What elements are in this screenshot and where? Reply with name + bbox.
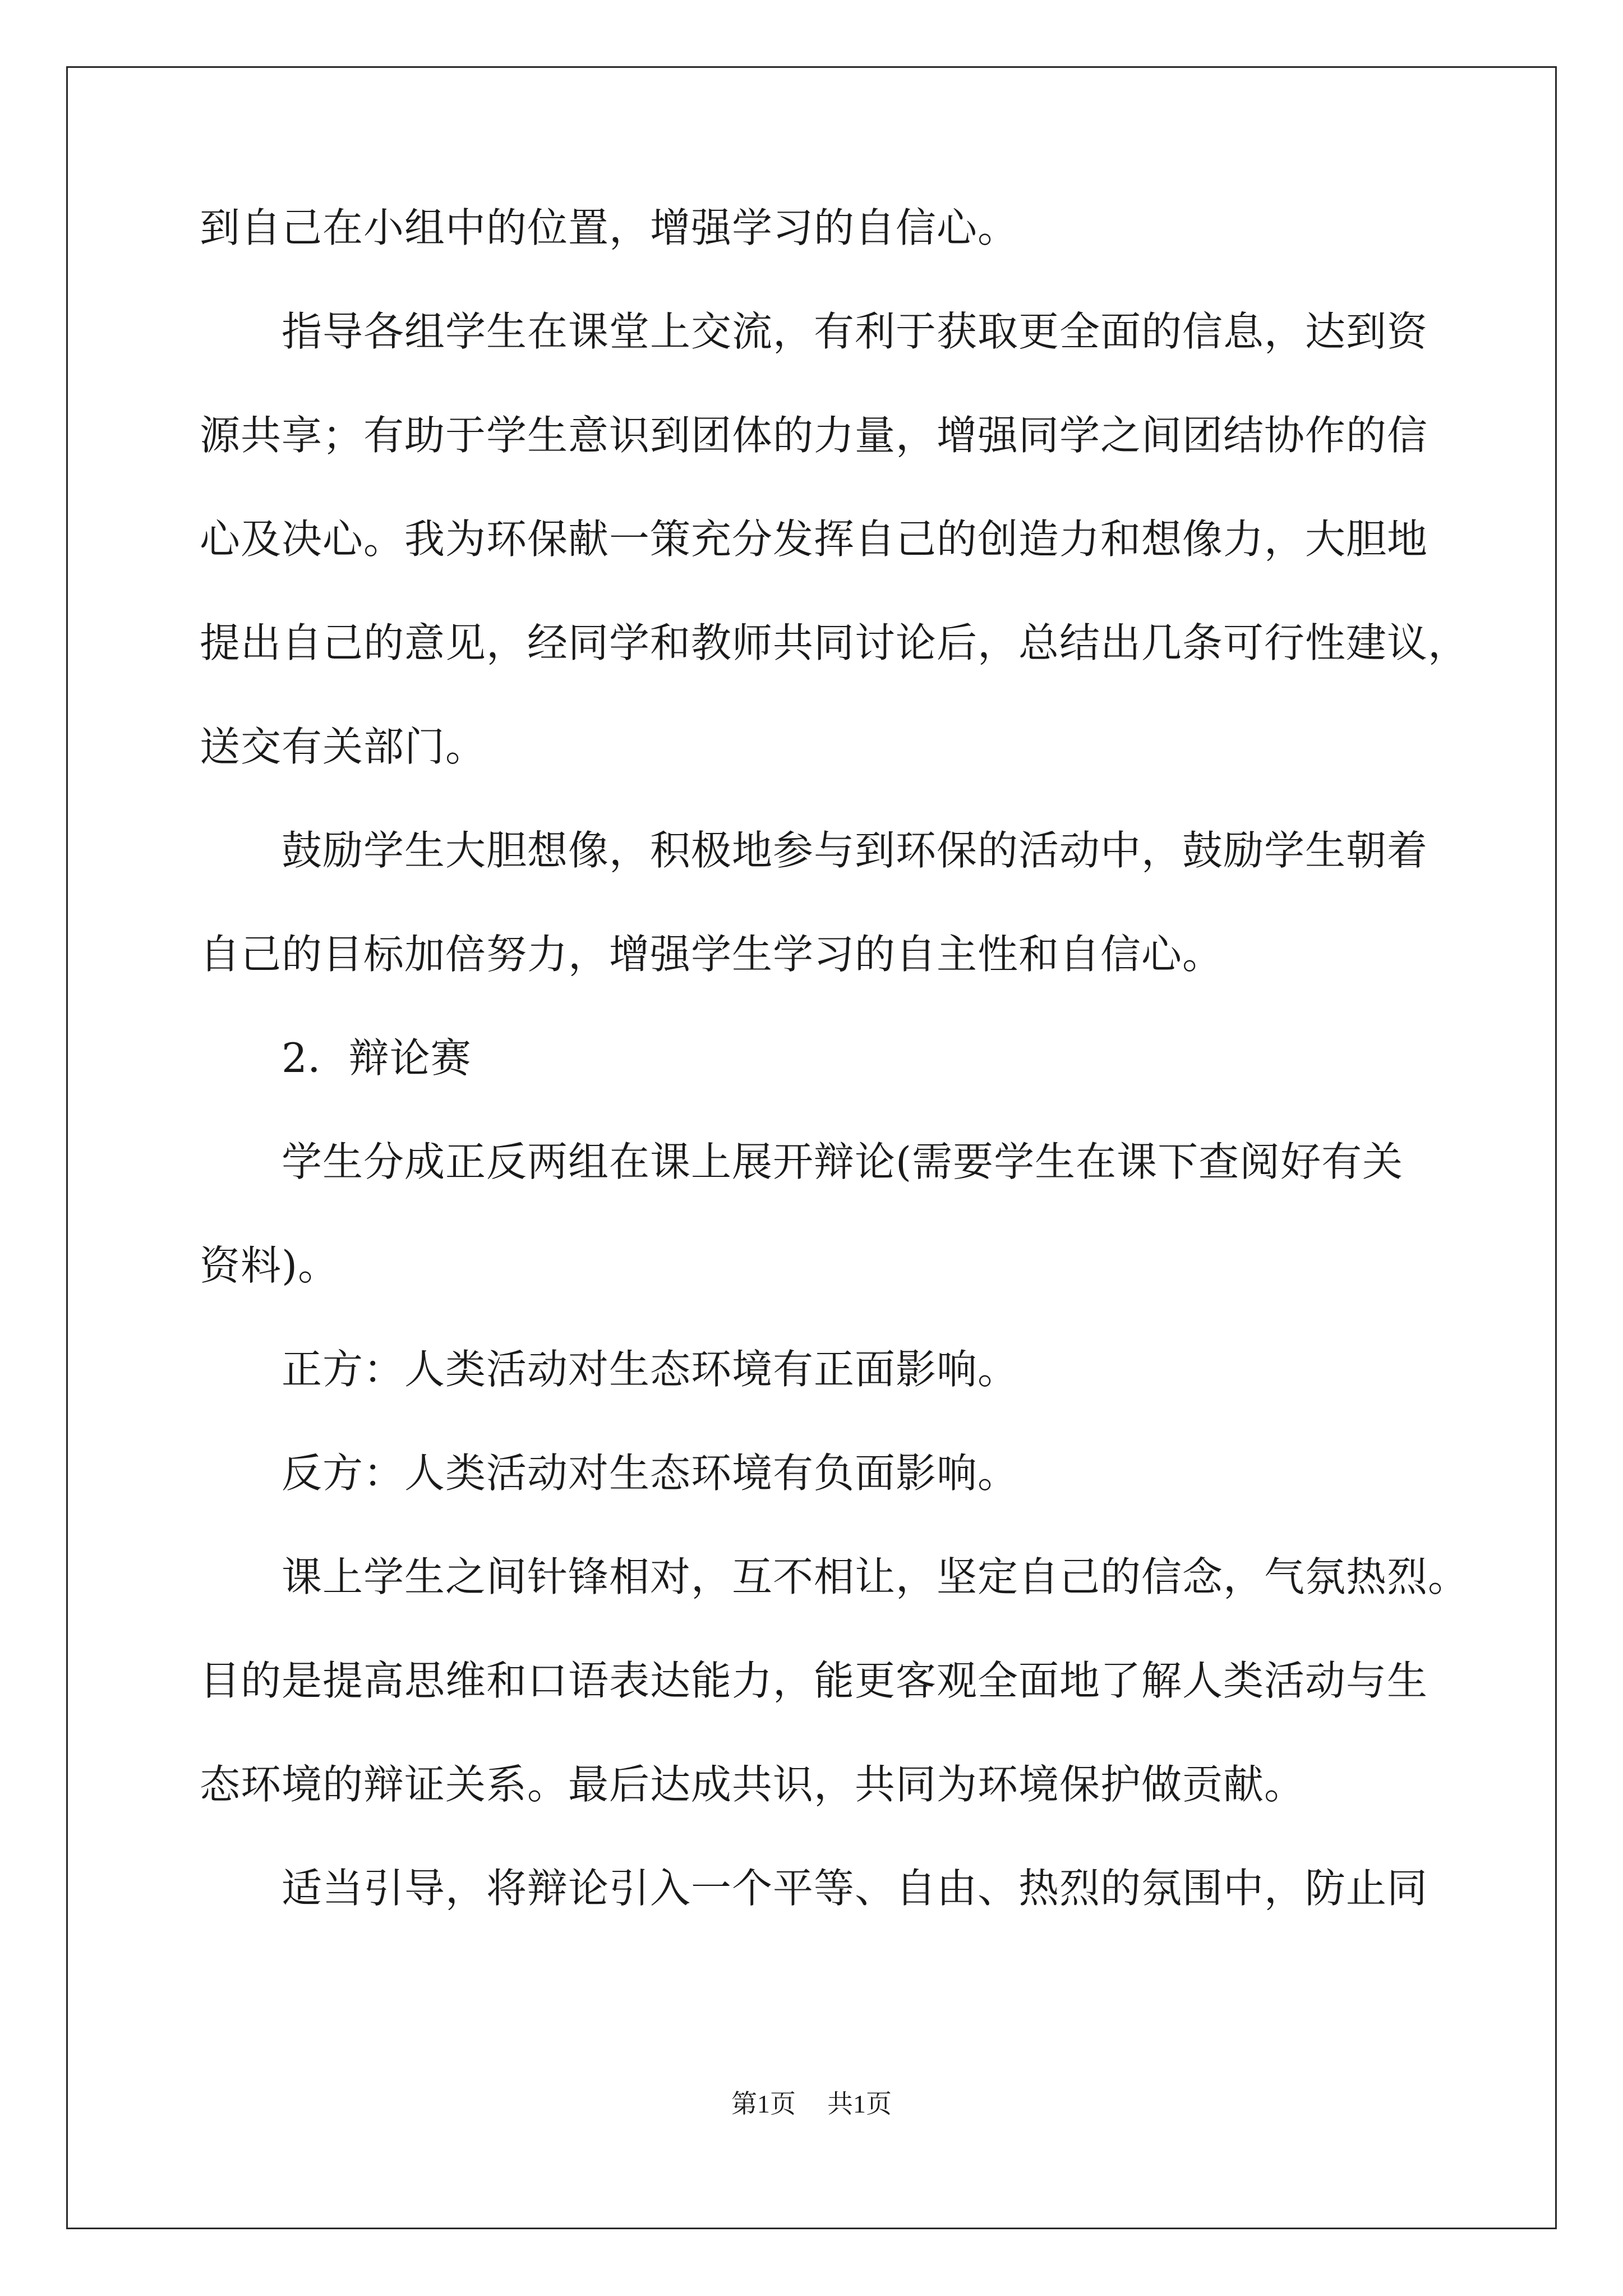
page-total: 共1页 bbox=[827, 2090, 892, 2118]
page-number: 第1页 bbox=[731, 2090, 796, 2118]
text-line: 提出自己的意见，经同学和教师共同讨论后，总结出几条可行性建议， bbox=[200, 619, 1469, 666]
section-heading: 2．辩论赛 bbox=[282, 1034, 472, 1082]
text-line: 反方：人类活动对生态环境有负面影响。 bbox=[282, 1450, 1019, 1497]
text-line: 自己的目标加倍努力，增强学生学习的自主性和自信心。 bbox=[200, 931, 1224, 978]
text-line: 适当引导，将辩论引入一个平等、自由、热烈的氛围中，防止同 bbox=[282, 1865, 1428, 1912]
text-line: 送交有关部门。 bbox=[200, 723, 487, 770]
text-line: 到自己在小组中的位置，增强学习的自信心。 bbox=[200, 204, 1019, 251]
text-line: 鼓励学生大胆想像，积极地参与到环保的活动中，鼓励学生朝着 bbox=[282, 827, 1428, 874]
text-line: 资料)。 bbox=[200, 1242, 339, 1289]
text-line: 源共享；有助于学生意识到团体的力量，增强同学之间团结协作的信 bbox=[200, 412, 1428, 459]
text-line: 目的是提高思维和口语表达能力，能更客观全面地了解人类活动与生 bbox=[200, 1657, 1428, 1704]
text-line: 学生分成正反两组在课上展开辩论(需要学生在课下查阅好有关 bbox=[282, 1138, 1404, 1185]
text-line: 态环境的辩证关系。最后达成共识，共同为环境保护做贡献。 bbox=[200, 1761, 1306, 1808]
text-line: 心及决心。我为环保献一策充分发挥自己的创造力和想像力，大胆地 bbox=[200, 516, 1428, 563]
page-footer bbox=[0, 2091, 1623, 2117]
text-line: 课上学生之间针锋相对，互不相让，坚定自己的信念，气氛热烈。 bbox=[282, 1553, 1469, 1600]
text-line: 指导各组学生在课堂上交流，有利于获取更全面的信息，达到资 bbox=[282, 308, 1428, 355]
text-line: 正方：人类活动对生态环境有正面影响。 bbox=[282, 1346, 1019, 1393]
